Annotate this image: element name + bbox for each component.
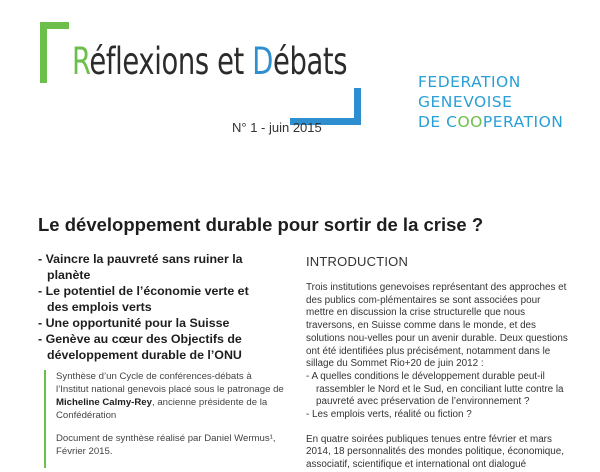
- intro-paragraph-2: En quatre soirées publiques tenues entre février et mars 2014, 18 personnalités des mondes politique, économique, associatif, scientifique et international ont dialogué: [306, 433, 565, 471]
- introduction-body: [306, 282, 571, 472]
- intro-paragraph-1: Trois institutions genevoises représentant des approches et des publics com-plémentaires se sont associées pour mettre en discussion la crise structurelle que nous traversons, en Suisse comme dans le monde, et des solutions nou-velles pour un avenir durable. Deux questions ont été identifiées plus précisément, notamment dans le sillage du Sommet Rio+20 de juin 2012 :: [306, 282, 568, 370]
- org-line-3-oo: OO: [457, 113, 483, 131]
- title-part-1: éflexions et: [89, 40, 253, 83]
- org-line-1: FEDERATION: [418, 73, 521, 91]
- title-part-2: ébats: [272, 40, 348, 83]
- organization-logo: [418, 72, 563, 132]
- page-headline: Le développement durable pour sortir de la crise ?: [38, 214, 484, 235]
- org-line-2: GENEVOISE: [418, 93, 513, 111]
- synopsis-text-end: , ancienne présidente de la Confédération: [56, 397, 268, 421]
- topics-list: [38, 251, 273, 363]
- topic-item: - Une opportunité pour la Suisse: [38, 315, 273, 331]
- topic-item: - Genève au cœur des Objectifs de développement durable de l’ONU: [38, 331, 273, 363]
- synopsis-text: Synthèse d’un Cycle de conférences-débats à l’Institut national genevois placé sous le patronage de: [56, 371, 284, 395]
- synopsis-paragraph-1: [56, 370, 286, 422]
- intro-questions: [306, 371, 571, 422]
- intro-question: - Les emplois verts, réalité ou fiction ?: [306, 409, 571, 422]
- topic-item: - Le potentiel de l’économie verte et des emplois verts: [38, 283, 273, 315]
- org-line-3-end: PERATION: [482, 113, 564, 131]
- synopsis-paragraph-2: Document de synthèse réalisé par Daniel Wermus¹, Février 2015.: [56, 433, 276, 457]
- newsletter-title: [72, 40, 347, 83]
- synopsis-box: [44, 370, 286, 468]
- introduction-title: INTRODUCTION: [306, 254, 409, 269]
- org-line-3: [418, 112, 563, 132]
- issue-number: N° 1 - juin 2015: [232, 120, 322, 135]
- title-initial-d: D: [252, 40, 273, 83]
- org-line-3-start: DE C: [418, 113, 458, 131]
- patron-name: Micheline Calmy-Rey: [56, 397, 152, 408]
- title-initial-r: R: [72, 40, 90, 83]
- green-bracket-decoration: [40, 22, 69, 83]
- intro-question: - A quelles conditions le développement durable peut-il rassembler le Nord et le Sud, en conciliant lutte contre la pauvreté avec préservation de l’environnement ?: [306, 371, 571, 409]
- topic-item: - Vaincre la pauvreté sans ruiner la planète: [38, 251, 273, 283]
